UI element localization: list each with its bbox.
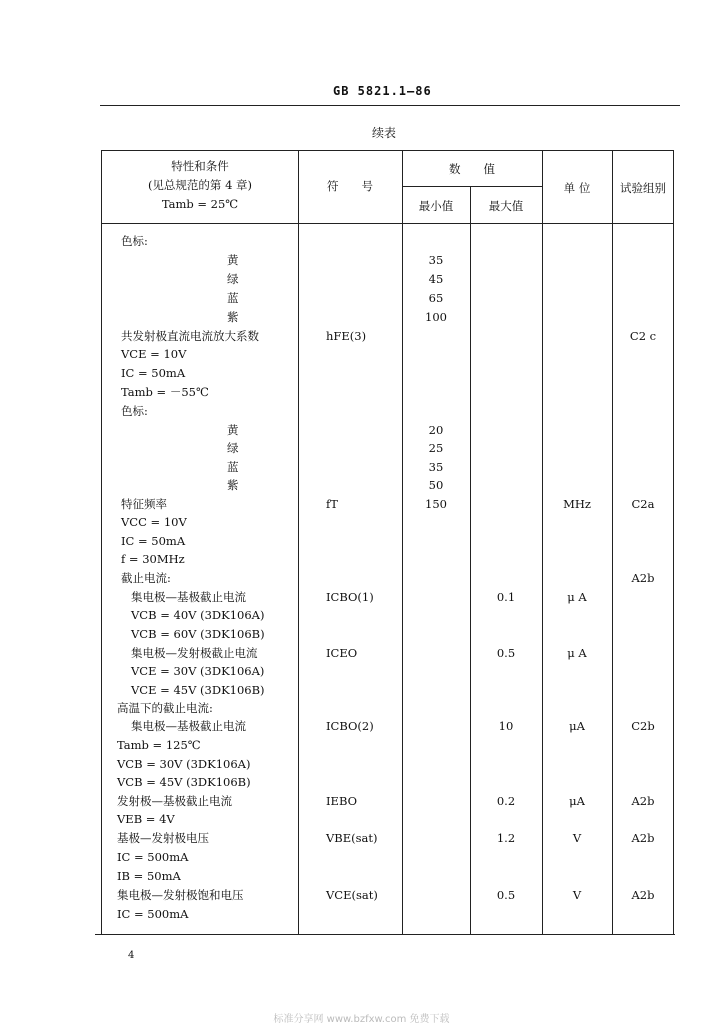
symbol-cell: VCE(sat)	[326, 888, 378, 902]
condition-text: 特征频率	[121, 497, 167, 511]
condition-text: 集电极—基极截止电流	[131, 719, 246, 733]
min-value-cell: 35	[428, 253, 444, 267]
condition-text: 绿	[227, 441, 239, 455]
page-number: 4	[128, 950, 135, 961]
condition-text: 紫	[227, 478, 239, 492]
unit-cell: μA	[569, 794, 585, 808]
condition-text: VCB = 60V (3DK106B)	[131, 627, 265, 641]
condition-text: VCB = 40V (3DK106A)	[131, 608, 265, 622]
max-value-cell: 0.1	[496, 590, 516, 604]
max-value-cell: 10	[498, 719, 514, 733]
symbol-cell: hFE(3)	[326, 329, 367, 343]
condition-text: 黄	[227, 423, 239, 437]
header-rule	[100, 105, 680, 106]
symbol-cell: VBE(sat)	[326, 831, 378, 845]
unit-header: 单 位	[563, 181, 591, 195]
unit-cell: MHz	[563, 497, 591, 511]
condition-text: VCB = 45V (3DK106B)	[117, 775, 251, 789]
col-divider	[298, 151, 299, 935]
test-group-cell: C2a	[631, 497, 655, 511]
char-header-line1: 特性和条件	[171, 159, 229, 173]
max-header: 最大值	[488, 199, 524, 213]
min-value-cell: 150	[425, 497, 447, 511]
min-header: 最小值	[418, 199, 454, 213]
condition-text: 发射极—基极截止电流	[117, 794, 232, 808]
table-bottom-rule	[95, 934, 675, 935]
condition-text: 紫	[227, 310, 239, 324]
header-subrule	[402, 186, 542, 187]
table-caption: 续表	[372, 126, 397, 140]
unit-cell: μ A	[567, 590, 587, 604]
symbol-header: 符 号	[327, 179, 373, 193]
col-divider	[470, 186, 471, 935]
col-divider	[542, 151, 543, 935]
condition-text: 蓝	[227, 460, 239, 474]
condition-text: 高温下的截止电流:	[117, 701, 213, 715]
condition-text: 集电极—基极截止电流	[131, 590, 246, 604]
condition-text: 绿	[227, 272, 239, 286]
min-value-cell: 100	[425, 310, 447, 324]
condition-text: VCE = 45V (3DK106B)	[131, 683, 265, 697]
condition-text: f = 30MHz	[121, 552, 185, 566]
test-group-cell: C2b	[631, 719, 655, 733]
symbol-cell: IEBO	[326, 794, 358, 808]
max-value-cell: 0.2	[496, 794, 516, 808]
condition-text: 共发射极直流电流放大系数	[121, 329, 259, 343]
condition-text: Tamb = －55℃	[121, 385, 209, 399]
condition-text: IB = 50mA	[117, 869, 181, 883]
condition-text: IC = 50mA	[121, 534, 186, 548]
condition-text: 色标:	[121, 404, 148, 418]
condition-text: VCC = 10V	[121, 515, 187, 529]
header-bottom-rule	[102, 223, 674, 224]
max-value-cell: 0.5	[496, 888, 516, 902]
condition-text: 集电极—发射极截止电流	[131, 646, 258, 660]
symbol-cell: fT	[326, 497, 338, 511]
min-value-cell: 25	[428, 441, 444, 455]
test-group-cell: C2 c	[629, 329, 657, 343]
condition-text: 色标:	[121, 234, 148, 248]
condition-text: IC = 500mA	[117, 850, 189, 864]
condition-text: VCE = 30V (3DK106A)	[131, 664, 265, 678]
max-value-cell: 1.2	[496, 831, 516, 845]
standard-number-header: GB 5821.1—86	[333, 84, 432, 98]
min-value-cell: 35	[428, 460, 444, 474]
max-value-cell: 0.5	[496, 646, 516, 660]
condition-text: 截止电流:	[121, 571, 171, 585]
unit-cell: μ A	[567, 646, 587, 660]
value-header: 数 值	[449, 162, 495, 176]
test-group-cell: A2b	[631, 831, 655, 845]
symbol-cell: ICBO(2)	[326, 719, 374, 733]
condition-text: 黄	[227, 253, 239, 267]
test-group-cell: A2b	[631, 571, 655, 585]
unit-cell: μA	[569, 719, 585, 733]
watermark-footer: 标准分享网 www.bzfxw.com 免费下载	[273, 1014, 450, 1025]
min-value-cell: 50	[428, 478, 444, 492]
condition-text: VCB = 30V (3DK106A)	[117, 757, 251, 771]
min-value-cell: 65	[428, 291, 444, 305]
condition-text: VEB = 4V	[117, 812, 175, 826]
group-header: 试验组别	[620, 181, 666, 195]
spec-table	[101, 150, 674, 935]
unit-cell: V	[572, 831, 582, 845]
condition-text: VCE = 10V	[121, 347, 187, 361]
condition-text: 蓝	[227, 291, 239, 305]
condition-text: Tamb = 125℃	[117, 738, 201, 752]
char-header-line3: Tamb = 25℃	[161, 197, 239, 211]
test-group-cell: A2b	[631, 888, 655, 902]
min-value-cell: 20	[428, 423, 444, 437]
char-header-line2: (见总规范的第 4 章)	[147, 178, 253, 192]
min-value-cell: 45	[428, 272, 444, 286]
condition-text: IC = 50mA	[121, 366, 186, 380]
col-divider	[612, 151, 613, 935]
condition-text: 基极—发射极电压	[117, 831, 209, 845]
col-divider	[402, 151, 403, 935]
symbol-cell: ICEO	[326, 646, 358, 660]
unit-cell: V	[572, 888, 582, 902]
symbol-cell: ICBO(1)	[326, 590, 374, 604]
test-group-cell: A2b	[631, 794, 655, 808]
condition-text: IC = 500mA	[117, 907, 189, 921]
condition-text: 集电极—发射极饱和电压	[117, 888, 244, 902]
